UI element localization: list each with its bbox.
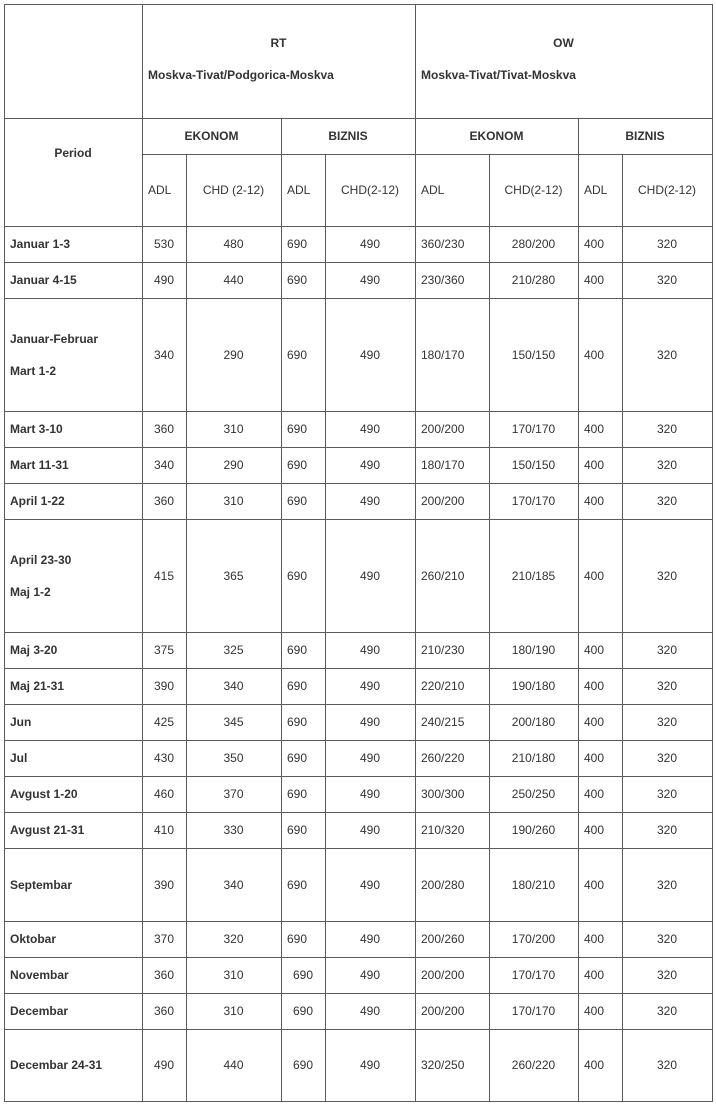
value-cell: 320 [656, 273, 678, 287]
period-line: Decembar [10, 1004, 69, 1018]
table-border [4, 4, 713, 5]
table-border [4, 632, 713, 633]
value-cell: 320 [656, 751, 678, 765]
value-cell: 180/170 [421, 458, 465, 472]
value-cell: 460 [153, 787, 175, 801]
value-cell: 290 [223, 458, 244, 472]
period-cell [4, 993, 142, 1029]
value-cell: 360 [153, 494, 175, 508]
period-line: April 1-22 [10, 494, 65, 508]
period-line: Maj 1-2 [10, 584, 51, 599]
sub-label: ADL [584, 183, 608, 197]
value-cell: 180/210 [511, 877, 556, 892]
value-cell: 300/300 [421, 787, 465, 801]
period-line: April 23-30 [10, 552, 72, 567]
value-cell: 690 [287, 751, 308, 765]
value-cell: 260/220 [421, 751, 465, 765]
value-cell: 170/170 [511, 422, 556, 436]
table-border [325, 154, 326, 1102]
value-cell: 200/260 [421, 932, 465, 946]
value-cell: 220/210 [421, 679, 465, 693]
value-cell: 200/280 [421, 877, 465, 892]
value-cell: 320 [656, 568, 678, 583]
table-border [4, 519, 713, 520]
period-line: Novembar [10, 968, 69, 982]
class-label: EKONOM [184, 129, 239, 143]
table-border [186, 154, 187, 1102]
sub-label: CHD(2-12) [504, 183, 563, 197]
value-cell: 690 [287, 823, 308, 837]
period-cell [4, 740, 142, 776]
value-cell: 240/215 [421, 715, 465, 729]
period-line: Januar 1-3 [10, 237, 71, 251]
period-cell [4, 668, 142, 704]
value-cell: 400 [584, 458, 605, 472]
period-cell [4, 262, 142, 298]
value-cell: 360/230 [421, 237, 465, 251]
value-cell: 320 [656, 968, 678, 982]
value-cell: 370 [153, 932, 175, 946]
value-cell: 400 [584, 422, 605, 436]
period-line: Mart 1-2 [10, 363, 57, 378]
value-cell: 490 [359, 643, 381, 657]
sub-label: ADL [287, 183, 311, 197]
value-cell: 400 [584, 347, 605, 362]
value-cell: 180/190 [511, 643, 556, 657]
period-line: Maj 3-20 [10, 643, 58, 657]
value-cell: 400 [584, 568, 605, 583]
value-cell: 690 [287, 347, 308, 362]
value-cell: 690 [287, 679, 308, 693]
value-cell: 200/200 [421, 968, 465, 982]
value-cell: 320 [656, 237, 678, 251]
value-cell: 400 [584, 715, 605, 729]
value-cell: 310 [223, 1004, 244, 1018]
table-border [712, 4, 713, 1102]
value-cell: 690 [293, 968, 314, 982]
period-line: Januar-Februar [10, 331, 99, 346]
table-border [4, 298, 713, 299]
value-cell: 490 [359, 679, 381, 693]
table-border [4, 812, 713, 813]
value-cell: 690 [287, 932, 308, 946]
sub-label: CHD(2-12) [340, 183, 399, 197]
value-cell: 490 [359, 568, 381, 583]
value-cell: 490 [153, 1058, 175, 1072]
value-cell: 320 [656, 422, 678, 436]
value-cell: 345 [223, 715, 244, 729]
period-line: Mart 3-10 [10, 422, 63, 436]
value-cell: 320 [656, 494, 678, 508]
value-cell: 690 [287, 643, 308, 657]
value-cell: 200/200 [421, 494, 465, 508]
value-cell: 490 [359, 932, 381, 946]
value-cell: 200/200 [421, 422, 465, 436]
period-line: Jun [10, 715, 32, 729]
period-line: Maj 21-31 [10, 679, 65, 693]
value-cell: 440 [223, 273, 244, 287]
value-cell: 330 [223, 823, 244, 837]
table-border [281, 118, 282, 1102]
value-cell: 690 [287, 877, 308, 892]
value-cell: 210/320 [421, 823, 465, 837]
value-cell: 400 [584, 932, 605, 946]
value-cell: 340 [223, 679, 244, 693]
ow-title: OW [553, 36, 574, 50]
value-cell: 690 [287, 568, 308, 583]
value-cell: 400 [584, 751, 605, 765]
value-cell: 260/220 [511, 1058, 556, 1072]
sub-label: CHD(2-12) [637, 183, 696, 197]
period-line: Avgust 1-20 [10, 787, 78, 801]
value-cell: 230/360 [421, 273, 465, 287]
value-cell: 490 [359, 1004, 381, 1018]
value-cell: 490 [359, 237, 381, 251]
value-cell: 320 [656, 932, 678, 946]
value-cell: 490 [359, 877, 381, 892]
ow-route: Moskva-Tivat/Tivat-Moskva [421, 68, 576, 82]
period-line: Septembar [10, 877, 73, 892]
value-cell: 320 [223, 932, 244, 946]
value-cell: 490 [359, 751, 381, 765]
table-border [4, 957, 713, 958]
value-cell: 400 [584, 237, 605, 251]
value-cell: 690 [287, 237, 308, 251]
value-cell: 390 [153, 877, 175, 892]
value-cell: 390 [153, 679, 175, 693]
value-cell: 320 [656, 1004, 678, 1018]
period-line: Avgust 21-31 [10, 823, 85, 837]
value-cell: 490 [153, 273, 175, 287]
value-cell: 200/180 [511, 715, 556, 729]
value-cell: 320 [656, 458, 678, 472]
period-line: Januar 4-15 [10, 273, 77, 287]
period-cell [4, 226, 142, 262]
value-cell: 365 [223, 568, 244, 583]
table-border [4, 740, 713, 741]
value-cell: 320 [656, 1058, 678, 1072]
class-label: BIZNIS [328, 129, 368, 143]
value-cell: 170/170 [511, 494, 556, 508]
value-cell: 400 [584, 823, 605, 837]
value-cell: 400 [584, 968, 605, 982]
value-cell: 400 [584, 1004, 605, 1018]
table-border [4, 118, 713, 119]
value-cell: 310 [223, 968, 244, 982]
value-cell: 170/200 [511, 932, 556, 946]
period-line: Oktobar [10, 932, 57, 946]
value-cell: 690 [287, 458, 308, 472]
period-cell [4, 519, 142, 632]
value-cell: 490 [359, 273, 381, 287]
period-cell [4, 1029, 142, 1101]
period-line: Decembar 24-31 [10, 1058, 103, 1072]
period-cell [4, 483, 142, 519]
period-header: Period [54, 146, 92, 160]
value-cell: 400 [584, 877, 605, 892]
value-cell: 150/150 [511, 347, 556, 362]
class-label: BIZNIS [625, 129, 665, 143]
table-border [4, 1029, 713, 1030]
value-cell: 210/180 [511, 751, 556, 765]
value-cell: 690 [287, 494, 308, 508]
table-border [4, 704, 713, 705]
table-border [4, 668, 713, 669]
value-cell: 320 [656, 347, 678, 362]
table-border [4, 411, 713, 412]
rt-route: Moskva-Tivat/Podgorica-Moskva [148, 68, 334, 82]
value-cell: 350 [223, 751, 244, 765]
value-cell: 690 [287, 715, 308, 729]
period-cell [4, 921, 142, 957]
value-cell: 690 [287, 273, 308, 287]
table-border [622, 154, 623, 1102]
value-cell: 400 [584, 494, 605, 508]
value-cell: 250/250 [511, 787, 556, 801]
value-cell: 190/180 [511, 679, 556, 693]
value-cell: 400 [584, 787, 605, 801]
class-label: EKONOM [469, 129, 524, 143]
value-cell: 490 [359, 968, 381, 982]
value-cell: 360 [153, 1004, 175, 1018]
table-border [4, 776, 713, 777]
value-cell: 210/230 [421, 643, 465, 657]
value-cell: 320/250 [421, 1058, 465, 1072]
table-border [4, 226, 713, 227]
value-cell: 375 [153, 643, 175, 657]
value-cell: 690 [287, 422, 308, 436]
value-cell: 320 [656, 787, 678, 801]
value-cell: 430 [153, 751, 175, 765]
value-cell: 400 [584, 643, 605, 657]
period-cell [4, 704, 142, 740]
value-cell: 425 [153, 715, 175, 729]
value-cell: 310 [223, 422, 244, 436]
value-cell: 490 [359, 494, 381, 508]
period-cell [4, 812, 142, 848]
table-border [4, 993, 713, 994]
value-cell: 440 [223, 1058, 244, 1072]
value-cell: 690 [293, 1058, 314, 1072]
table-border [578, 118, 579, 1102]
value-cell: 690 [287, 787, 308, 801]
value-cell: 320 [656, 643, 678, 657]
table-border [4, 262, 713, 263]
value-cell: 490 [359, 715, 381, 729]
value-cell: 370 [223, 787, 244, 801]
value-cell: 340 [153, 458, 175, 472]
value-cell: 490 [359, 347, 381, 362]
value-cell: 310 [223, 494, 244, 508]
value-cell: 410 [153, 823, 175, 837]
value-cell: 320 [656, 877, 678, 892]
value-cell: 340 [223, 877, 244, 892]
table-border [4, 4, 5, 1102]
value-cell: 320 [656, 823, 678, 837]
period-cell [4, 776, 142, 812]
period-cell [4, 632, 142, 668]
value-cell: 190/260 [511, 823, 556, 837]
table-border [4, 1101, 713, 1102]
value-cell: 325 [223, 643, 244, 657]
value-cell: 360 [153, 422, 175, 436]
period-cell [4, 447, 142, 483]
value-cell: 320 [656, 715, 678, 729]
period-line: Mart 11-31 [10, 458, 69, 472]
value-cell: 490 [359, 787, 381, 801]
value-cell: 180/170 [421, 347, 465, 362]
value-cell: 490 [359, 458, 381, 472]
period-cell [4, 848, 142, 921]
table-border [142, 154, 713, 155]
value-cell: 400 [584, 1058, 605, 1072]
value-cell: 415 [153, 568, 175, 583]
value-cell: 260/210 [421, 568, 465, 583]
period-cell [4, 411, 142, 447]
value-cell: 280/200 [511, 237, 556, 251]
value-cell: 360 [153, 968, 175, 982]
table-border [4, 483, 713, 484]
table-border [415, 4, 416, 1102]
value-cell: 480 [223, 237, 244, 251]
table-border [4, 921, 713, 922]
sub-label: ADL [421, 183, 445, 197]
value-cell: 210/280 [511, 273, 556, 287]
table-border [4, 848, 713, 849]
period-line: Jul [10, 751, 28, 765]
value-cell: 690 [293, 1004, 314, 1018]
value-cell: 210/185 [511, 568, 556, 583]
value-cell: 400 [584, 679, 605, 693]
table-border [4, 447, 713, 448]
table-border [489, 154, 490, 1102]
value-cell: 150/150 [511, 458, 556, 472]
value-cell: 490 [359, 1058, 381, 1072]
value-cell: 170/170 [511, 1004, 556, 1018]
value-cell: 490 [359, 422, 381, 436]
sub-label: CHD (2-12) [202, 183, 265, 197]
rt-title: RT [270, 36, 287, 50]
value-cell: 490 [359, 823, 381, 837]
table-border [142, 4, 143, 1102]
value-cell: 170/170 [511, 968, 556, 982]
value-cell: 400 [584, 273, 605, 287]
value-cell: 290 [223, 347, 244, 362]
period-cell [4, 957, 142, 993]
value-cell: 530 [153, 237, 175, 251]
value-cell: 320 [656, 679, 678, 693]
value-cell: 200/200 [421, 1004, 465, 1018]
sub-label: ADL [148, 183, 172, 197]
value-cell: 340 [153, 347, 175, 362]
period-cell [4, 298, 142, 411]
